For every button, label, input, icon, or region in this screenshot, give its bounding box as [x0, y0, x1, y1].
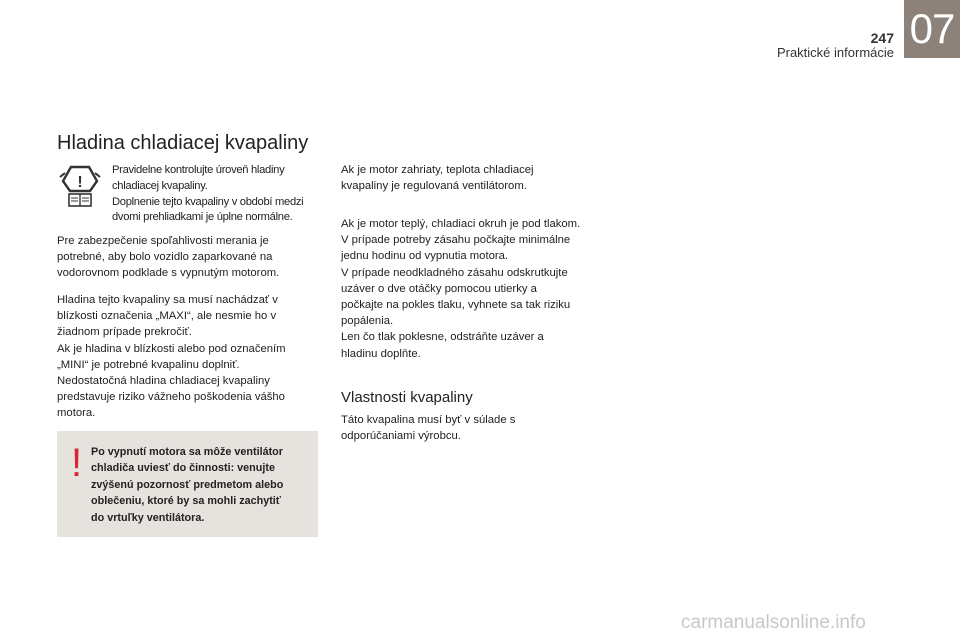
page-number: 247 — [870, 30, 894, 46]
text-line: predstavuje riziko vážneho poškodenia vášho — [57, 391, 285, 404]
watermark: carmanualsonline.info — [681, 612, 866, 633]
warning-exclamation-icon: ! — [71, 441, 83, 485]
fluid-spec-paragraph — [341, 412, 621, 444]
level-paragraph — [57, 292, 327, 422]
chapter-tab: 07 — [904, 0, 960, 58]
text-line: Ak je motor teplý, chladiaci okruh je pod tlakom. — [341, 218, 581, 230]
text-line: Táto kvapalina musí byť v súlade s — [341, 414, 516, 426]
text-line: Ak je motor zahriaty, teplota chladiacej — [341, 164, 534, 176]
section-title: Hladina chladiacej kvapaliny — [57, 132, 309, 154]
text-line: V prípade potreby zásahu počkajte minimálne — [341, 234, 571, 247]
warning-line: do vrtuľky ventilátora. — [91, 511, 205, 524]
service-warning-manual-icon-graphic — [57, 163, 103, 209]
text-line: Pre zabezpečenie spoľahlivosti merania je — [57, 235, 269, 247]
text-line: motora. — [57, 407, 96, 420]
text-line: kvapaliny je regulovaná ventilátorom. — [341, 180, 527, 193]
text-line: Nedostatočná hladina chladiacej kvapaliny — [57, 375, 270, 388]
chapter-title: Praktické informácie — [776, 45, 894, 60]
text-line: Len čo tlak poklesne, odstráňte uzáver a — [341, 331, 544, 344]
fan-regulation-paragraph — [341, 162, 621, 194]
svg-text:!: ! — [77, 174, 83, 191]
text-line: popálenia. — [341, 315, 394, 328]
fan-warning-text — [91, 444, 311, 526]
text-line: blízkosti označenia „MAXI“, ale nesmie ho v — [57, 310, 277, 323]
warning-line: Po vypnutí motora sa môže ventilátor — [91, 446, 283, 458]
text-line: Hladina tejto kvapaliny sa musí nachádzať v — [57, 294, 278, 306]
notice-line: Doplnenie tejto kvapaliny v období medzi — [112, 195, 304, 208]
warning-line: oblečeniu, ktoré by sa mohli zachytiť — [91, 495, 281, 508]
pressure-paragraph — [341, 216, 631, 362]
fan-warning-box — [57, 431, 318, 537]
subsection-title: Vlastnosti kvapaliny — [341, 389, 473, 406]
maintenance-notice — [112, 163, 322, 226]
text-line: V prípade neodkladného zásahu odskrutkujte — [341, 266, 568, 279]
text-line: odporúčaniami výrobcu. — [341, 430, 461, 443]
text-line: potrebné, aby bolo vozidlo zaparkované na — [57, 251, 273, 264]
warning-line: chladiča uviesť do činnosti: venujte — [91, 462, 275, 475]
text-line: vodorovnom podklade s vypnutým motorom. — [57, 267, 280, 280]
text-line: jednu hodinu od vypnutia motora. — [341, 250, 509, 263]
text-line: hladinu doplňte. — [341, 347, 421, 360]
notice-line: dvomi prehliadkami je úplne normálne. — [112, 211, 293, 224]
text-line: žiadnom prípade prekročiť. — [57, 326, 192, 339]
text-line: Ak je hladina v blízkosti alebo pod označením — [57, 342, 286, 355]
text-line: uzáver o dve otáčky pomocou utierky a — [341, 282, 537, 295]
service-warning-manual-icon — [57, 163, 103, 209]
parking-paragraph — [57, 233, 327, 282]
notice-line: chladiacej kvapaliny. — [112, 179, 208, 192]
notice-line: Pravidelne kontrolujte úroveň hladiny — [112, 164, 285, 176]
text-line: počkajte na pokles tlaku, vyhnete sa tak riziku — [341, 299, 571, 312]
warning-line: zvýšenú pozornosť predmetom alebo — [91, 478, 284, 491]
text-line: „MINI“ je potrebné kvapalinu doplniť. — [57, 358, 240, 371]
